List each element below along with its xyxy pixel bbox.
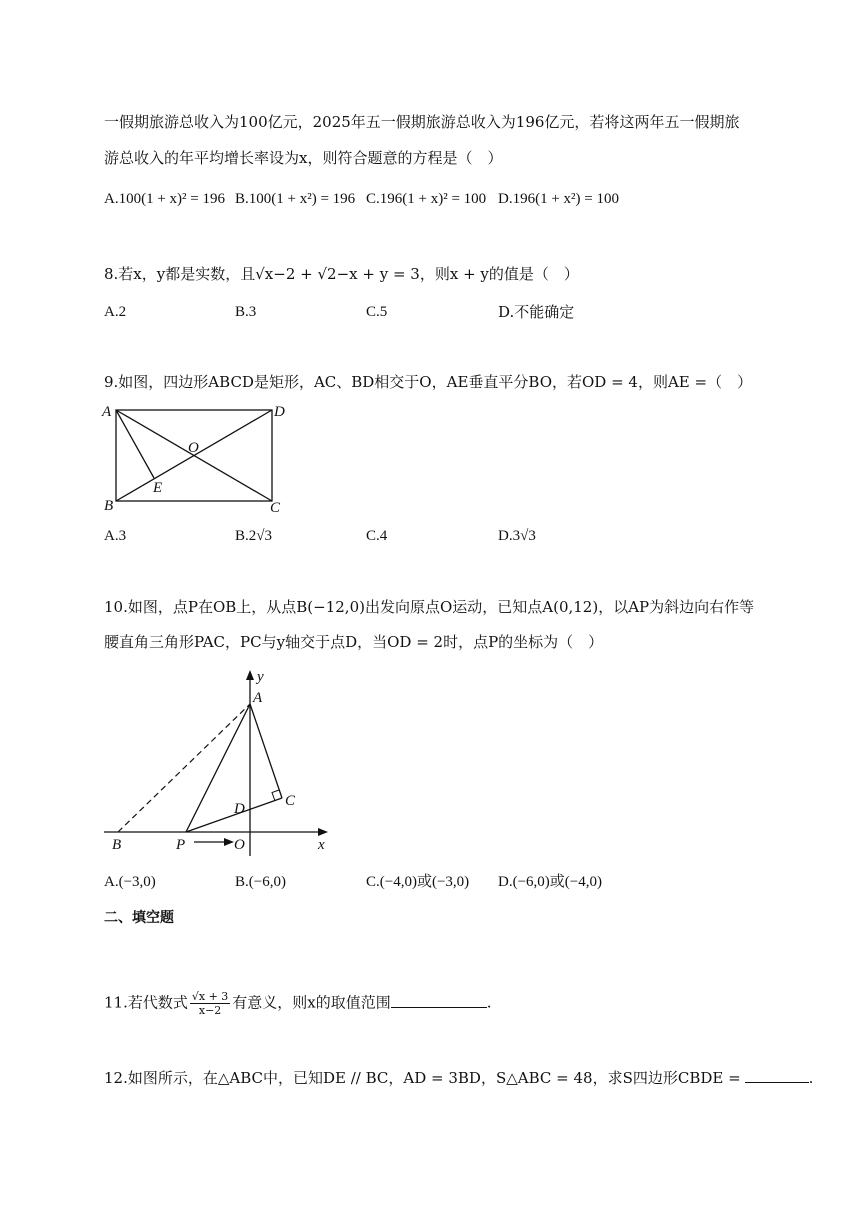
q10-line2: 腰直角三角形PAC，PC与y轴交于点D，当OD = 2时，点P的坐标为（ ）: [104, 633, 604, 651]
q8-option-a: A.2: [104, 304, 127, 320]
q11-answer-blank[interactable]: [391, 993, 487, 1008]
q7-option-c: C.196(1 + x)² = 100: [366, 191, 487, 207]
q11-prefix: 11.若代数式: [104, 993, 188, 1012]
label-y: y: [257, 669, 264, 685]
q11-suffix: 有意义，则x的取值范围: [232, 993, 391, 1012]
q10-option-d: D.(−6,0)或(−4,0): [498, 874, 602, 890]
q12-line: [104, 1068, 813, 1088]
label-e: E: [153, 480, 163, 496]
q9-rectangle-figure: [100, 400, 300, 518]
q7-option-a: A.100(1 + x)² = 196: [104, 191, 225, 207]
segment-ac: [250, 704, 282, 798]
q10-option-b: B.(−6,0): [235, 874, 286, 890]
q11-line: [104, 990, 492, 1017]
q8-option-b: B.3: [235, 304, 257, 320]
q9-option-a: A.3: [104, 528, 127, 544]
q8-option-c: C.5: [366, 304, 388, 320]
q9-option-b: B.2√3: [235, 528, 272, 544]
q11-fraction: [190, 990, 230, 1017]
x-axis-arrow-icon: [318, 828, 328, 836]
label-o: O: [234, 837, 245, 853]
q7-line2: 游总收入的年平均增长率设为x，则符合题意的方程是（ ）: [104, 149, 503, 167]
label-c: C: [270, 500, 281, 516]
label-d: D: [234, 801, 245, 817]
q8-stem: 8.若x，y都是实数，且√x−2 + √2−x + y = 3，则x + y的值是（ ）: [104, 265, 579, 283]
q12-end: .: [808, 1069, 814, 1087]
q9-option-c: C.4: [366, 528, 388, 544]
label-p: P: [176, 837, 186, 853]
label-a: A: [102, 404, 112, 420]
q10-coordinate-figure: [100, 664, 340, 864]
label-o: O: [188, 440, 199, 456]
motion-arrow-icon: [224, 838, 234, 846]
label-b: B: [112, 837, 122, 853]
q9-stem: 9.如图，四边形ABCD是矩形，AC、BD相交于O，AE垂直平分BO，若OD = 4，则AE =（ ）: [104, 373, 753, 391]
q12-answer-blank[interactable]: [745, 1068, 809, 1083]
q10-line1: 10.如图，点P在OB上，从点B(−12,0)出发向原点O运动，已知点A(0,12)，以AP为斜边向右作等: [104, 598, 755, 616]
dashed-segment-ba: [118, 704, 250, 832]
label-c: C: [285, 793, 296, 809]
q7-option-b: B.100(1 + x²) = 196: [235, 191, 356, 207]
q11-denominator: x−2: [198, 1004, 222, 1017]
segment-ae: [116, 410, 154, 478]
q7-line1: 一假期旅游总收入为100亿元，2025年五一假期旅游总收入为196亿元，若将这两年五一假期旅: [104, 113, 740, 131]
section-title: 二、填空题: [104, 910, 174, 926]
q11-end: .: [486, 993, 492, 1012]
q10-option-a: A.(−3,0): [104, 874, 156, 890]
q8-option-d: D.不能确定: [498, 303, 575, 321]
label-d: D: [274, 404, 285, 420]
q12-stem: 12.如图所示，在△ABC中，已知DE // BC，AD = 3BD，S△ABC = 48，求S四边形CBDE =: [104, 1069, 741, 1087]
y-axis-arrow-icon: [246, 670, 254, 680]
q7-option-d: D.196(1 + x²) = 100: [498, 191, 619, 207]
label-x: x: [318, 837, 325, 853]
q10-option-c: C.(−4,0)或(−3,0): [366, 874, 470, 890]
label-a: A: [253, 690, 263, 706]
q9-option-d: D.3√3: [498, 528, 536, 544]
label-b: B: [104, 498, 114, 514]
q11-numerator: √x + 3: [191, 990, 229, 1003]
